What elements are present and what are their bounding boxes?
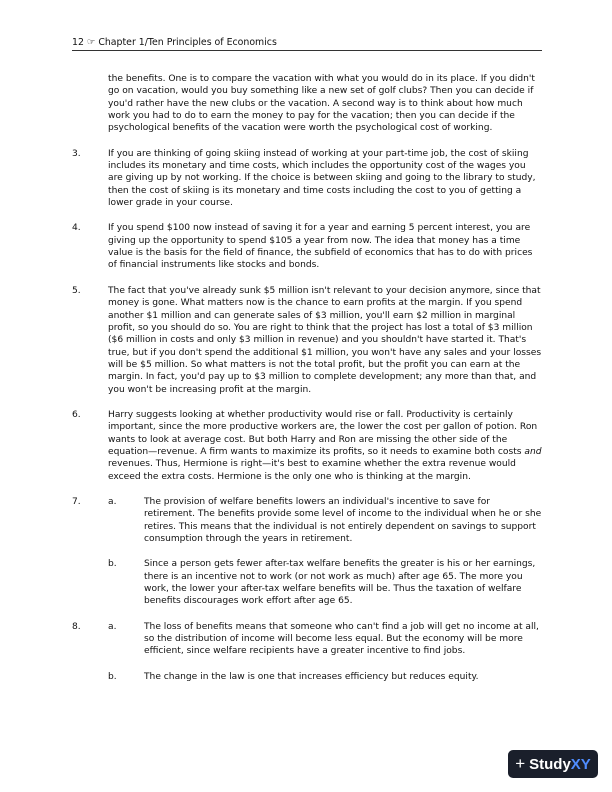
item-number: 3.	[72, 148, 81, 159]
subpart-letter: a.	[108, 496, 117, 507]
item-number: 4.	[72, 223, 81, 234]
subpart-a	[108, 496, 542, 545]
badge-name-part1: Study	[529, 755, 571, 773]
page-number: 12	[72, 37, 84, 48]
subpart-letter: b.	[108, 671, 117, 682]
answer-item-4	[72, 222, 542, 271]
answer-item-5	[72, 285, 542, 396]
item-emphasis: and	[524, 446, 542, 457]
intro-paragraph: the benefits. One is to compare the vacation with what you would do in its place. If you didn't go on vacation, would you buy something like a new set of golf clubs? Then you can decide if you'd rather have the new clubs or the vacation. A second way is to think about how much work you had to do to earn the money to pay for the vacation; then you can decide if the psychological benefits of the vacation were worth the psychological cost of working.	[108, 74, 535, 134]
answer-item-3	[72, 148, 542, 210]
studyxy-badge[interactable]	[508, 750, 598, 778]
badge-name-part2: XY	[570, 755, 591, 773]
item-text: The fact that you've already sunk $5 million isn't relevant to your decision anymore, since that money is gone. What matters now is the chance to earn profits at the margin. If you spend another $1 million and can generate sales of $3 million, you'll earn $2 million in marginal profit, so you should do so. You are right to think that the project has lost a total of $3 million ($6 million in costs and only $3 million in revenue) and you shouldn't have started it. That's true, but if you don't spend the additional $1 million, you won't have any sales and your losses will be $5 million. So what matters is not the total profit, but the profit you can earn at the margin. In fact, you'd pay up to $3 million to complete development; any more than that, and you won't be increasing profit at the margin.	[108, 285, 542, 395]
subpart-text: The change in the law is one that increases efficiency but reduces equity.	[144, 671, 479, 682]
plus-icon: +	[515, 754, 526, 773]
item-subparts	[108, 496, 542, 608]
answer-item-7	[72, 496, 542, 608]
subpart-letter: b.	[108, 559, 117, 570]
item-subparts	[108, 621, 542, 683]
item-text: If you spend $100 now instead of saving it for a year and earning 5 percent interest, you are giving up the opportunity to spend $105 a year from now. The idea that money has a time value is the basis for the field of finance, the subfield of economics that has to do with prices of financial instruments like stocks and bonds.	[108, 223, 533, 271]
answer-item-8	[72, 621, 542, 683]
subpart-letter: a.	[108, 621, 117, 632]
item-text-part: revenues. Thus, Hermione is right—it's best to examine whether the extra revenue would exceed the extra costs. Hermione is the only one who is thinking at the margin.	[108, 459, 516, 482]
item-text-part: Harry suggests looking at whether productivity would rise or fall. Productivity is certainly important, since the more productive workers are, the lower the cost per gallon of potion. Ron wants to look at average cost. But both Harry and Ron are missing the other side of the equation—revenue. A firm wants to maximize its profits, so it needs to examine both costs	[108, 409, 538, 457]
item-number: 6.	[72, 409, 81, 420]
subpart-text: Since a person gets fewer after-tax welfare benefits the greater is his or her earnings, there is an incentive not to work (or not work as much) after age 65. The more you work, the lower your after-tax welfare benefits will be. Thus the taxation of welfare benefits discourages work effort after age 65.	[144, 559, 536, 607]
subpart-a	[108, 621, 542, 658]
subpart-b	[108, 671, 542, 683]
page-header	[72, 37, 542, 51]
item-text: If you are thinking of going skiing instead of working at your part-time job, the cost of skiing includes its monetary and time costs, which includes the opportunity cost of the wages you are giving up by not working. If the choice is between skiing and going to the library to study, then the cost of skiing is its monetary and time costs including the cost to you of getting a lower grade in your course.	[108, 148, 536, 209]
item-number: 5.	[72, 285, 81, 296]
subpart-text: The provision of welfare benefits lowers an individual's incentive to save for retirement. The benefits provide some level of income to the individual when he or she retires. This means that the individual is not entirely dependent on savings to support consumption through the years in retirement.	[144, 496, 542, 544]
answer-item-6	[72, 409, 542, 483]
subpart-b	[108, 558, 542, 607]
answer-content	[72, 73, 542, 683]
subpart-text: The loss of benefits means that someone who can't find a job will get no income at all, so the distribution of income will become less equal. But the economy will be more efficient, since welfare recipients have a greater incentive to find jobs.	[144, 621, 539, 657]
pointing-hand-icon: ☞	[86, 37, 96, 48]
chapter-title: Chapter 1/Ten Principles of Economics	[98, 37, 277, 48]
item-number: 7.	[72, 496, 81, 507]
item-text	[108, 409, 542, 483]
item-number: 8.	[72, 621, 81, 632]
